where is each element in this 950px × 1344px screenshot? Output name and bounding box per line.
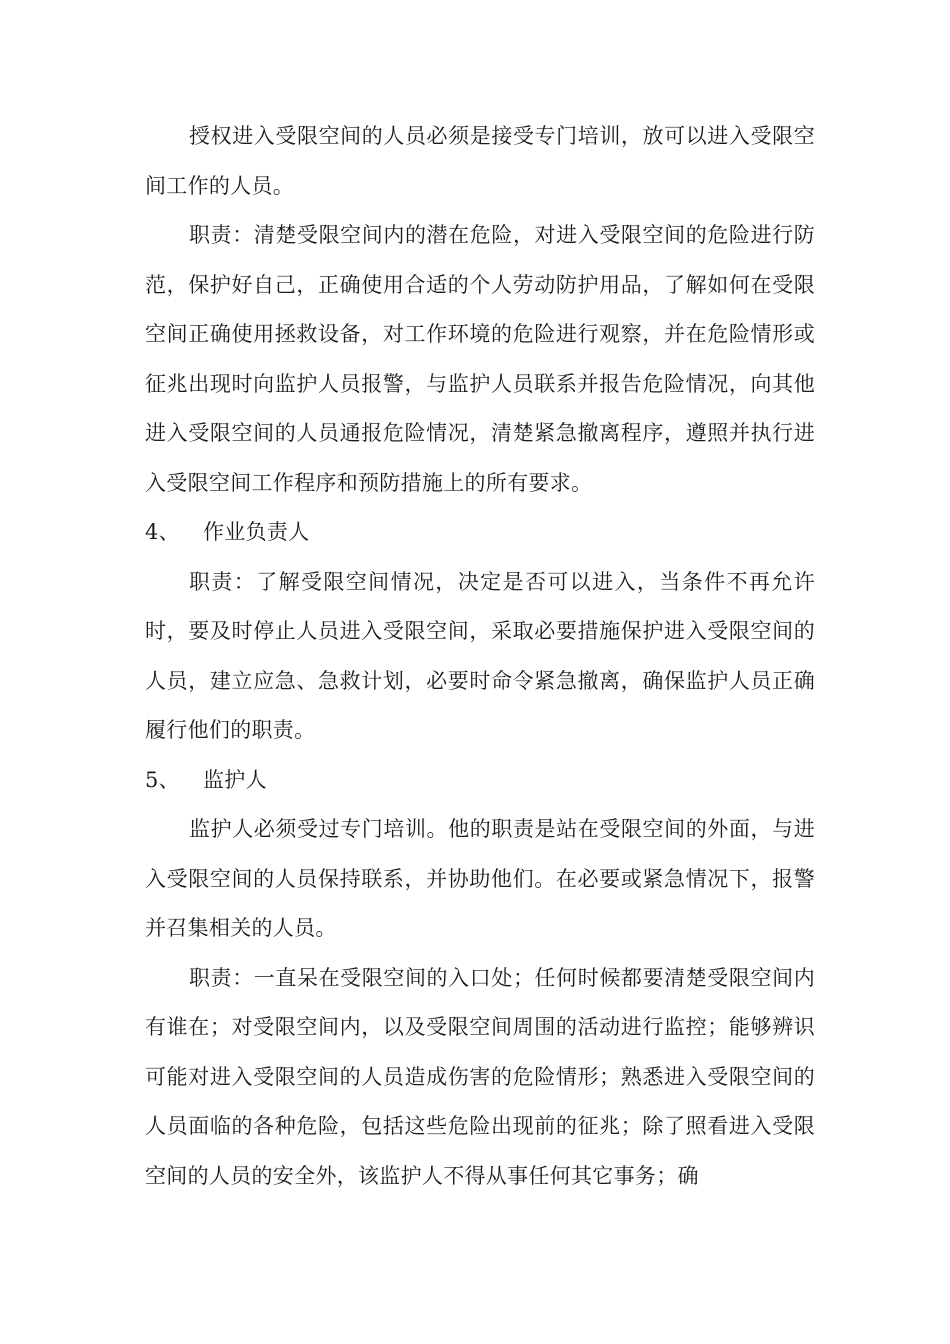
section-title: 作业负责人	[203, 520, 310, 544]
section-heading-work-supervisor	[145, 508, 815, 558]
section-title: 监护人	[203, 767, 267, 792]
section-number: 4、	[145, 520, 180, 544]
section-number: 5、	[145, 767, 180, 792]
paragraph-entrant-duties: 职责：清楚受限空间内的潜在危险，对进入受限空间的危险进行防范，保护好自己，正确使用合适的个人劳动防护用品，了解如何在受限空间正确使用拯救设备，对工作环境的危险进行观察，并在危险情形或征兆出现时向监护人员报警，与监护人员联系并报告危险情况，向其他进入受限空间的人员通报危险情况，清楚紧急撤离程序，遵照并执行进入受限空间工作程序和预防措施上的所有要求。	[145, 223, 815, 495]
paragraph-attendant-duties: 职责：一直呆在受限空间的入口处；任何时候都要清楚受限空间内有谁在；对受限空间内，以及受限空间周围的活动进行监控；能够辨识可能对进入受限空间的人员造成伤害的危险情形；熟悉进入受限空间的人员面临的各种危险，包括这些危险出现前的征兆；除了照看进入受限空间的人员的安全外，该监护人不得从事任何其它事务；确	[145, 965, 815, 1188]
paragraph-attendant-intro: 监护人必须受过专门培训。他的职责是站在受限空间的外面，与进入受限空间的人员保持联系，并协助他们。在必要或紧急情况下，报警并召集相关的人员。	[145, 817, 815, 940]
document-body	[145, 112, 815, 1201]
paragraph-supervisor-duties: 职责：了解受限空间情况，决定是否可以进入，当条件不再允许时，要及时停止人员进入受限空间，采取必要措施保护进入受限空间的人员，建立应急、急救计划，必要时命令紧急撤离，确保监护人员正确履行他们的职责。	[145, 569, 815, 742]
paragraph-authorized-entrants: 授权进入受限空间的人员必须是接受专门培训，放可以进入受限空间工作的人员。	[145, 124, 815, 198]
section-heading-attendant	[145, 756, 815, 806]
